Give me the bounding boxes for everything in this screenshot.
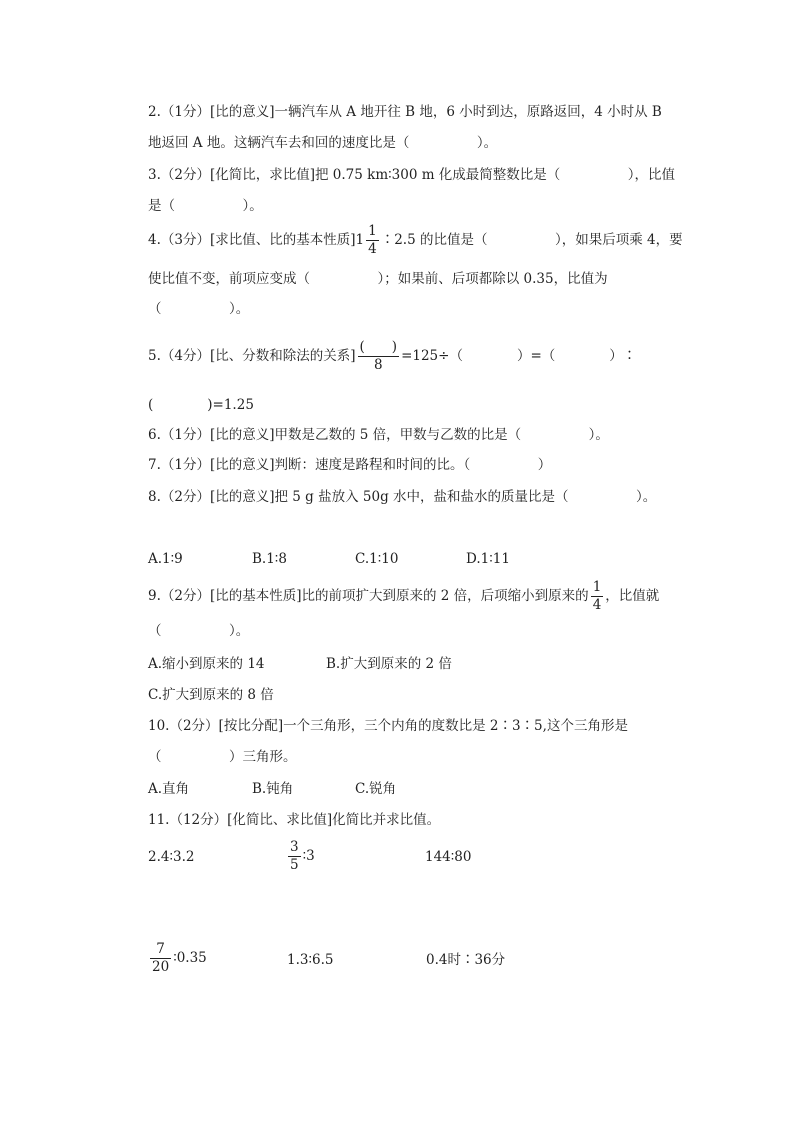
q9-fraction-denominator: 4 bbox=[592, 597, 602, 613]
q6-text: 6.（1分）[比的意义]甲数是乙数的 5 倍，甲数与乙数的比是（ ）。 bbox=[148, 427, 609, 443]
q7-text: 7.（1分）[比的意义]判断：速度是路程和时间的比。（ ） bbox=[148, 457, 552, 473]
q11-item-d-numerator: 7 bbox=[150, 941, 171, 959]
q9-suffix: ，比值就 bbox=[605, 588, 660, 604]
q10-line2: （ ）三角形。 bbox=[148, 749, 297, 765]
q11-item-a: 2.4∶3.2 bbox=[148, 849, 195, 865]
q2-line1: 2.（1分）[比的意义]一辆汽车从 A 地开往 B 地，6 小时到达，原路返回，4 小时从 B bbox=[148, 104, 662, 120]
q11-item-b-denominator: 5 bbox=[290, 857, 299, 873]
q5-suffix: =125÷（ ）=（ ）∶ bbox=[401, 348, 637, 364]
q9-option-b: B.扩大到原来的 2 倍 bbox=[326, 656, 452, 672]
q5-prefix: 5.（4分）[比、分数和除法的关系] bbox=[148, 348, 356, 364]
q11-item-c: 144∶80 bbox=[425, 849, 472, 865]
q4-line3: （ ）。 bbox=[148, 301, 250, 317]
q5-line2: ( )=1.25 bbox=[148, 397, 254, 413]
q5-fraction bbox=[358, 339, 400, 374]
q8-option-c: C.1∶10 bbox=[355, 551, 399, 567]
q11-item-b-fraction bbox=[288, 839, 301, 874]
q11-item-b-numerator: 3 bbox=[290, 839, 299, 855]
q9-line1 bbox=[148, 578, 659, 614]
q9-option-a: A.缩小到原来的 14 bbox=[148, 656, 265, 672]
q11-item-b bbox=[286, 836, 315, 876]
q4-suffix: ∶2.5 的比值是（ ），如果后项乘 4，要 bbox=[380, 232, 683, 248]
q9-fraction bbox=[591, 579, 604, 614]
q5-fraction-numerator: ( ) bbox=[359, 339, 398, 355]
q8-option-b: B.1∶8 bbox=[252, 551, 287, 567]
q2-line2: 地返回 A 地。这辆汽车去和回的速度比是（ ）。 bbox=[148, 135, 498, 151]
q4-prefix: 4.（3分）[求比值、比的基本性质] bbox=[148, 232, 356, 248]
q9-line2: （ ）。 bbox=[148, 623, 250, 639]
q8-option-d: D.1∶11 bbox=[466, 551, 510, 567]
q10-option-b: B.钝角 bbox=[252, 781, 294, 797]
q9-fraction-numerator: 1 bbox=[592, 579, 602, 595]
q11-item-d-suffix: ∶0.35 bbox=[173, 950, 207, 966]
q3-line1: 3.（2分）[化简比，求比值]把 0.75 km∶300 m 化成最简整数比是（ ），比值 bbox=[148, 167, 676, 183]
q11-item-e: 1.3∶6.5 bbox=[287, 952, 334, 968]
q9-option-c: C.扩大到原来的 8 倍 bbox=[148, 687, 274, 703]
q5-fraction-denominator: 8 bbox=[373, 357, 383, 373]
q11-item-d-denominator: 20 bbox=[152, 959, 170, 975]
q4-mixed-whole: 1 bbox=[355, 232, 365, 248]
q10-option-c: C.锐角 bbox=[355, 781, 397, 797]
q8-text: 8.（2分）[比的意义]把 5 g 盐放入 50g 水中，盐和盐水的质量比是（ ）。 bbox=[148, 489, 657, 505]
q4-line1 bbox=[148, 222, 683, 258]
q4-line2: 使比值不变，前项应变成（ ）；如果前、后项都除以 0.35，比值为 bbox=[148, 271, 608, 287]
q4-fraction bbox=[366, 223, 379, 258]
q11-text: 11.（12分）[化简比、求比值]化简比并求比值。 bbox=[148, 812, 441, 828]
q11-item-b-suffix: ∶3 bbox=[302, 848, 315, 864]
q10-option-a: A.直角 bbox=[148, 781, 190, 797]
q11-item-d bbox=[148, 938, 207, 978]
q4-fraction-denominator: 4 bbox=[368, 241, 377, 257]
q3-line2: 是（ ）。 bbox=[148, 198, 263, 214]
q9-prefix: 9.（2分）[比的基本性质]比的前项扩大到原来的 2 倍，后项缩小到原来的 bbox=[148, 588, 589, 604]
q11-item-d-fraction bbox=[150, 941, 171, 976]
q8-option-a: A.1∶9 bbox=[148, 551, 183, 567]
q10-line1: 10.（2分）[按比分配]一个三角形，三个内角的度数比是 2∶3∶5,这个三角形是 bbox=[148, 718, 628, 734]
q5-line1 bbox=[148, 338, 636, 374]
q4-fraction-numerator: 1 bbox=[368, 223, 377, 239]
q11-item-f: 0.4时∶36分 bbox=[426, 952, 506, 968]
